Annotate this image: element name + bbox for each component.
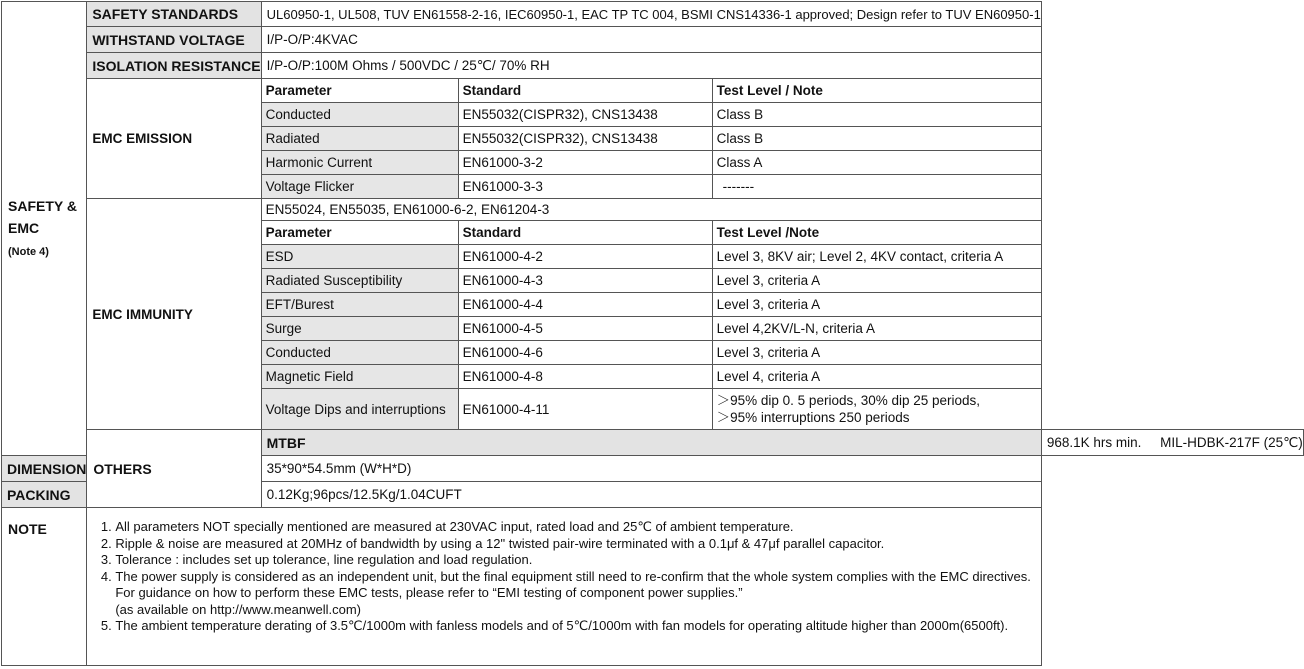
emc-immunity-header-row — [262, 221, 1041, 245]
note-item: 3. Tolerance : includes set up tolerance, line regulation and load regulation. — [115, 552, 1034, 569]
emission-parameter: Harmonic Current — [262, 151, 459, 175]
emc-emission-header-row — [262, 79, 1041, 103]
notes-body — [87, 508, 1041, 666]
spec-table — [1, 1, 1304, 666]
note-item-4-text: The power supply is considered as an independent unit, but the final equipment still need to re-confirm that the whole system complies with the EMC directives. For guidance on how to perform these EMC tests, please refer to “EMI testing of component power supplies.” — [115, 568, 1031, 600]
emc-immunity-intro: EN55024, EN55035, EN61000-6-2, EN61204-3 — [262, 199, 1041, 221]
note-item — [115, 569, 1034, 619]
note-item: 2. Ripple & noise are measured at 20MHz of bandwidth by using a 12" twisted pair-wire terminated with a 0.1μf & 47μf parallel capacitor. — [115, 536, 1034, 553]
section-others: OTHERS — [87, 430, 261, 508]
immunity-header-standard: Standard — [458, 221, 712, 245]
emission-level: Class B — [712, 127, 1041, 151]
emission-level: Class B — [712, 103, 1041, 127]
section-safety-emc-note: (Note 4) — [8, 245, 49, 258]
safety-standards-value: UL60950-1, UL508, TUV EN61558-2-16, IEC60950-1, EAC TP TC 004, BSMI CNS14336-1 approved; Design refer to TUV EN60950-1 — [261, 2, 1041, 27]
withstand-voltage-value: I/P-O/P:4KVAC — [261, 27, 1041, 53]
emission-parameter: Conducted — [262, 103, 459, 127]
table-row — [262, 269, 1041, 293]
immunity-parameter: ESD — [262, 245, 459, 269]
packing-value: 0.12Kg;96pcs/12.5Kg/1.04CUFT — [261, 482, 1041, 508]
mtbf-value: 968.1K hrs min. MIL-HDBK-217F (25℃) — [1041, 430, 1303, 456]
notes-list — [93, 519, 1034, 635]
note-item-4-link: (as available on http://www.meanwell.com) — [115, 601, 362, 617]
immunity-parameter: Magnetic Field — [262, 365, 459, 389]
immunity-header-parameter: Parameter — [262, 221, 459, 245]
emission-parameter: Voltage Flicker — [262, 175, 459, 199]
emission-standard: EN61000-3-2 — [458, 151, 712, 175]
emission-header-level: Test Level / Note — [712, 79, 1041, 103]
table-row — [262, 293, 1041, 317]
table-row — [262, 365, 1041, 389]
immunity-standard: EN61000-4-2 — [458, 245, 712, 269]
emission-header-parameter: Parameter — [262, 79, 459, 103]
withstand-voltage-label: WITHSTAND VOLTAGE — [87, 27, 261, 53]
table-row — [262, 245, 1041, 269]
immunity-standard: EN61000-4-6 — [458, 341, 712, 365]
emission-level: ------- — [722, 179, 755, 194]
table-row — [262, 103, 1041, 127]
emc-emission-label: EMC EMISSION — [87, 79, 261, 199]
immunity-level: Level 4,2KV/L-N, criteria A — [712, 317, 1041, 341]
note-item: 5. The ambient temperature derating of 3.5℃/1000m with fanless models and of 5℃/1000m with fan models for operating altitude higher than 2000m(6500ft). — [115, 618, 1034, 635]
isolation-resistance-value: I/P-O/P:100M Ohms / 500VDC / 25℃/ 70% RH — [261, 53, 1041, 79]
dips-level-line2: ＞95% interruptions 250 periods — [716, 410, 910, 425]
immunity-level — [712, 389, 1041, 430]
table-row — [262, 127, 1041, 151]
mtbf-label: MTBF — [261, 430, 1041, 456]
immunity-standard: EN61000-4-11 — [458, 389, 712, 430]
emission-level: Class A — [712, 151, 1041, 175]
table-row — [262, 389, 1041, 430]
table-row — [262, 341, 1041, 365]
safety-standards-label: SAFETY STANDARDS — [87, 2, 261, 27]
dimension-label: DIMENSION — [2, 456, 87, 482]
emc-immunity-label: EMC IMMUNITY — [87, 199, 261, 430]
section-safety-emc-title2: EMC — [8, 219, 40, 236]
immunity-parameter: EFT/Burest — [262, 293, 459, 317]
immunity-standard: EN61000-4-5 — [458, 317, 712, 341]
section-safety-emc-title: SAFETY & — [8, 197, 77, 214]
immunity-standard: EN61000-4-8 — [458, 365, 712, 389]
packing-label: PACKING — [2, 482, 87, 508]
immunity-level: Level 4, criteria A — [712, 365, 1041, 389]
immunity-parameter: Surge — [262, 317, 459, 341]
emc-immunity-cell — [261, 199, 1041, 430]
dips-level-line1: ＞95% dip 0. 5 periods, 30% dip 25 periods, — [716, 393, 981, 408]
immunity-header-level: Test Level /Note — [712, 221, 1041, 245]
emission-standard: EN55032(CISPR32), CNS13438 — [458, 103, 712, 127]
immunity-standard: EN61000-4-4 — [458, 293, 712, 317]
note-item: 1. All parameters NOT specially mentioned are measured at 230VAC input, rated load and 25℃ of ambient temperature. — [115, 519, 1034, 536]
section-safety-emc — [2, 2, 87, 456]
immunity-parameter: Radiated Susceptibility — [262, 269, 459, 293]
section-note: NOTE — [2, 508, 87, 666]
immunity-standard: EN61000-4-3 — [458, 269, 712, 293]
immunity-level: Level 3, criteria A — [712, 293, 1041, 317]
emission-parameter: Radiated — [262, 127, 459, 151]
table-row — [262, 317, 1041, 341]
dimension-value: 35*90*54.5mm (W*H*D) — [261, 456, 1041, 482]
table-row — [262, 151, 1041, 175]
immunity-parameter: Voltage Dips and interruptions — [262, 389, 459, 430]
immunity-level: Level 3, 8KV air; Level 2, 4KV contact, criteria A — [712, 245, 1041, 269]
immunity-level: Level 3, criteria A — [712, 341, 1041, 365]
emission-standard: EN61000-3-3 — [458, 175, 712, 199]
emission-header-standard: Standard — [458, 79, 712, 103]
isolation-resistance-label: ISOLATION RESISTANCE — [87, 53, 261, 79]
emc-immunity-table — [262, 221, 1041, 429]
emc-emission-table — [262, 79, 1041, 198]
emission-standard: EN55032(CISPR32), CNS13438 — [458, 127, 712, 151]
table-row — [262, 175, 1041, 199]
immunity-level: Level 3, criteria A — [712, 269, 1041, 293]
immunity-parameter: Conducted — [262, 341, 459, 365]
emc-emission-cell — [261, 79, 1041, 199]
